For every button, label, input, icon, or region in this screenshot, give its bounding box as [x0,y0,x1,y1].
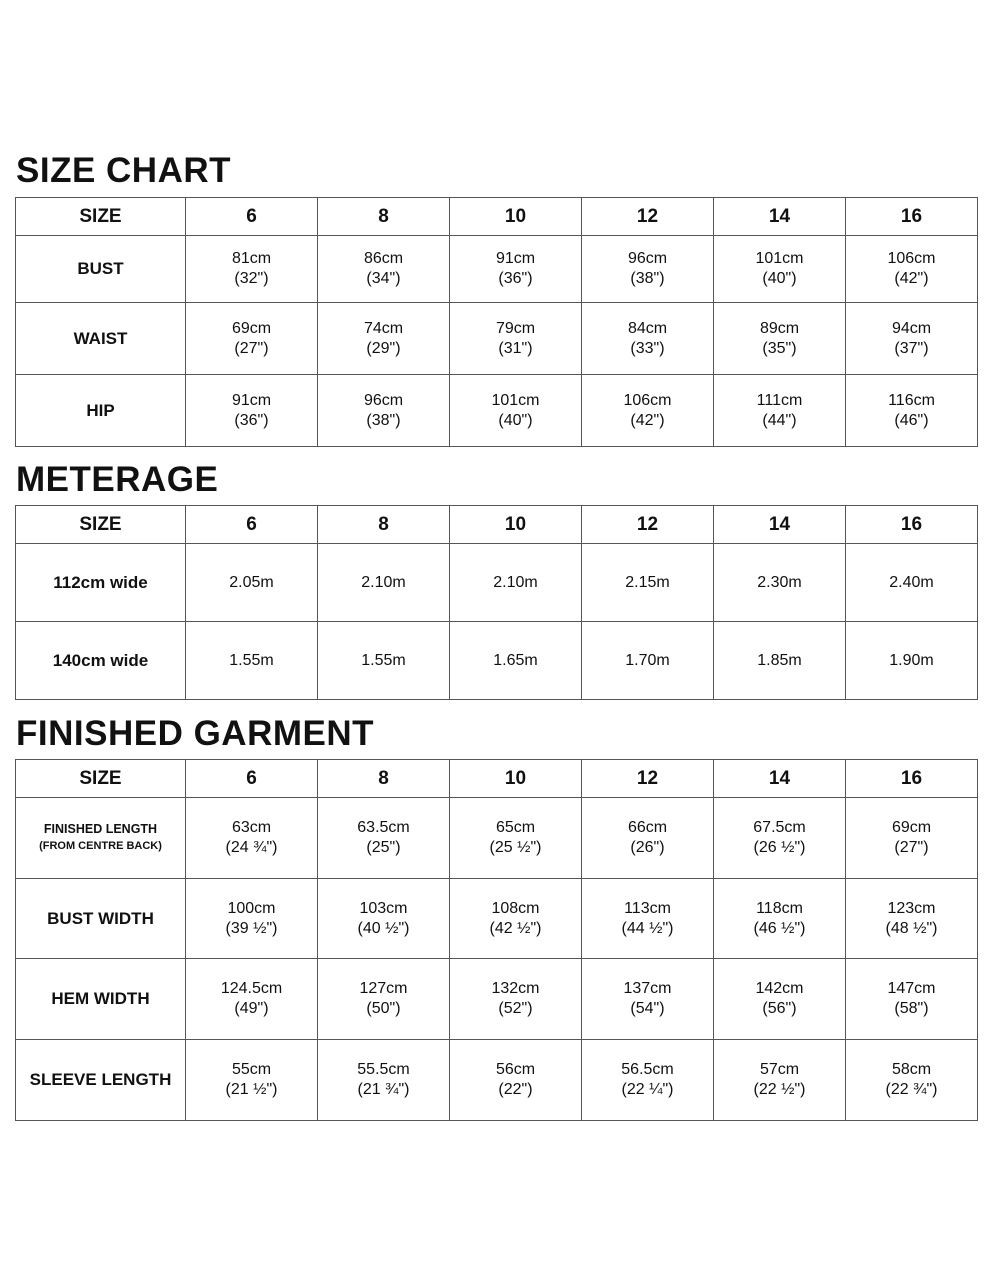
cell: 137cm (54") [582,959,714,1040]
finished-garment-header-row [16,760,978,798]
table-row [16,1040,978,1121]
table-row [16,303,978,375]
cell: 56cm (22") [450,1040,582,1121]
cell: 100cm (39 ½") [186,879,318,959]
header-16: 16 [846,198,978,236]
cell: 55cm (21 ½") [186,1040,318,1121]
header-10: 10 [450,198,582,236]
table-row [16,798,978,879]
meterage-header-row [16,506,978,544]
cell: 69cm (27") [186,303,318,375]
cell: 57cm (22 ½") [714,1040,846,1121]
cell: 91cm (36") [186,375,318,447]
cell: 81cm (32") [186,236,318,303]
header-10: 10 [450,506,582,544]
cell: 111cm (44") [714,375,846,447]
header-size: SIZE [16,760,186,798]
cell: 91cm (36") [450,236,582,303]
table-row [16,236,978,303]
header-size: SIZE [16,506,186,544]
cell: 2.05m [186,544,318,622]
header-6: 6 [186,198,318,236]
size-chart-title: SIZE CHART [16,151,231,190]
cell: 94cm (37") [846,303,978,375]
table-row [16,959,978,1040]
cell: 2.40m [846,544,978,622]
header-12: 12 [582,198,714,236]
header-8: 8 [318,198,450,236]
cell: 127cm (50") [318,959,450,1040]
cell: 101cm (40") [450,375,582,447]
table-row [16,544,978,622]
cell: 1.55m [186,622,318,700]
cell: 2.30m [714,544,846,622]
cell: 142cm (56") [714,959,846,1040]
cell: 103cm (40 ½") [318,879,450,959]
header-16: 16 [846,760,978,798]
cell: 74cm (29") [318,303,450,375]
cell: 69cm (27") [846,798,978,879]
size-chart-header-row [16,198,978,236]
meterage-title: METERAGE [16,460,219,499]
size-chart-table [15,197,978,447]
cell: 66cm (26") [582,798,714,879]
header-14: 14 [714,760,846,798]
finished-garment-title: FINISHED GARMENT [16,714,374,753]
header-10: 10 [450,760,582,798]
cell: 67.5cm (26 ½") [714,798,846,879]
header-14: 14 [714,506,846,544]
cell: 106cm (42") [582,375,714,447]
row-label-finished-length: FINISHED LENGTH (FROM CENTRE BACK) [16,798,186,879]
cell: 2.10m [318,544,450,622]
cell: 56.5cm (22 ¼") [582,1040,714,1121]
cell: 116cm (46") [846,375,978,447]
header-8: 8 [318,760,450,798]
cell: 2.15m [582,544,714,622]
row-label-sleeve-length: SLEEVE LENGTH [16,1040,186,1121]
header-12: 12 [582,506,714,544]
cell: 108cm (42 ½") [450,879,582,959]
header-size: SIZE [16,198,186,236]
cell: 1.90m [846,622,978,700]
header-6: 6 [186,760,318,798]
row-label-hem-width: HEM WIDTH [16,959,186,1040]
row-label-bust-width: BUST WIDTH [16,879,186,959]
cell: 63cm (24 ¾") [186,798,318,879]
table-row [16,375,978,447]
cell: 2.10m [450,544,582,622]
header-12: 12 [582,760,714,798]
finished-garment-table [15,759,978,1121]
cell: 106cm (42") [846,236,978,303]
cell: 1.70m [582,622,714,700]
cell: 113cm (44 ½") [582,879,714,959]
cell: 147cm (58") [846,959,978,1040]
cell: 101cm (40") [714,236,846,303]
table-row [16,622,978,700]
cell: 63.5cm (25") [318,798,450,879]
row-label-hip: HIP [16,375,186,447]
cell: 96cm (38") [582,236,714,303]
cell: 58cm (22 ¾") [846,1040,978,1121]
cell: 96cm (38") [318,375,450,447]
row-label-waist: WAIST [16,303,186,375]
header-6: 6 [186,506,318,544]
header-16: 16 [846,506,978,544]
cell: 123cm (48 ½") [846,879,978,959]
cell: 89cm (35") [714,303,846,375]
cell: 65cm (25 ½") [450,798,582,879]
cell: 132cm (52") [450,959,582,1040]
cell: 1.55m [318,622,450,700]
header-14: 14 [714,198,846,236]
row-label-112cm: 112cm wide [16,544,186,622]
cell: 84cm (33") [582,303,714,375]
cell: 1.85m [714,622,846,700]
cell: 86cm (34") [318,236,450,303]
cell: 79cm (31") [450,303,582,375]
table-row [16,879,978,959]
header-8: 8 [318,506,450,544]
meterage-table [15,505,978,700]
cell: 124.5cm (49") [186,959,318,1040]
cell: 118cm (46 ½") [714,879,846,959]
row-label-bust: BUST [16,236,186,303]
cell: 1.65m [450,622,582,700]
cell: 55.5cm (21 ¾") [318,1040,450,1121]
row-label-140cm: 140cm wide [16,622,186,700]
